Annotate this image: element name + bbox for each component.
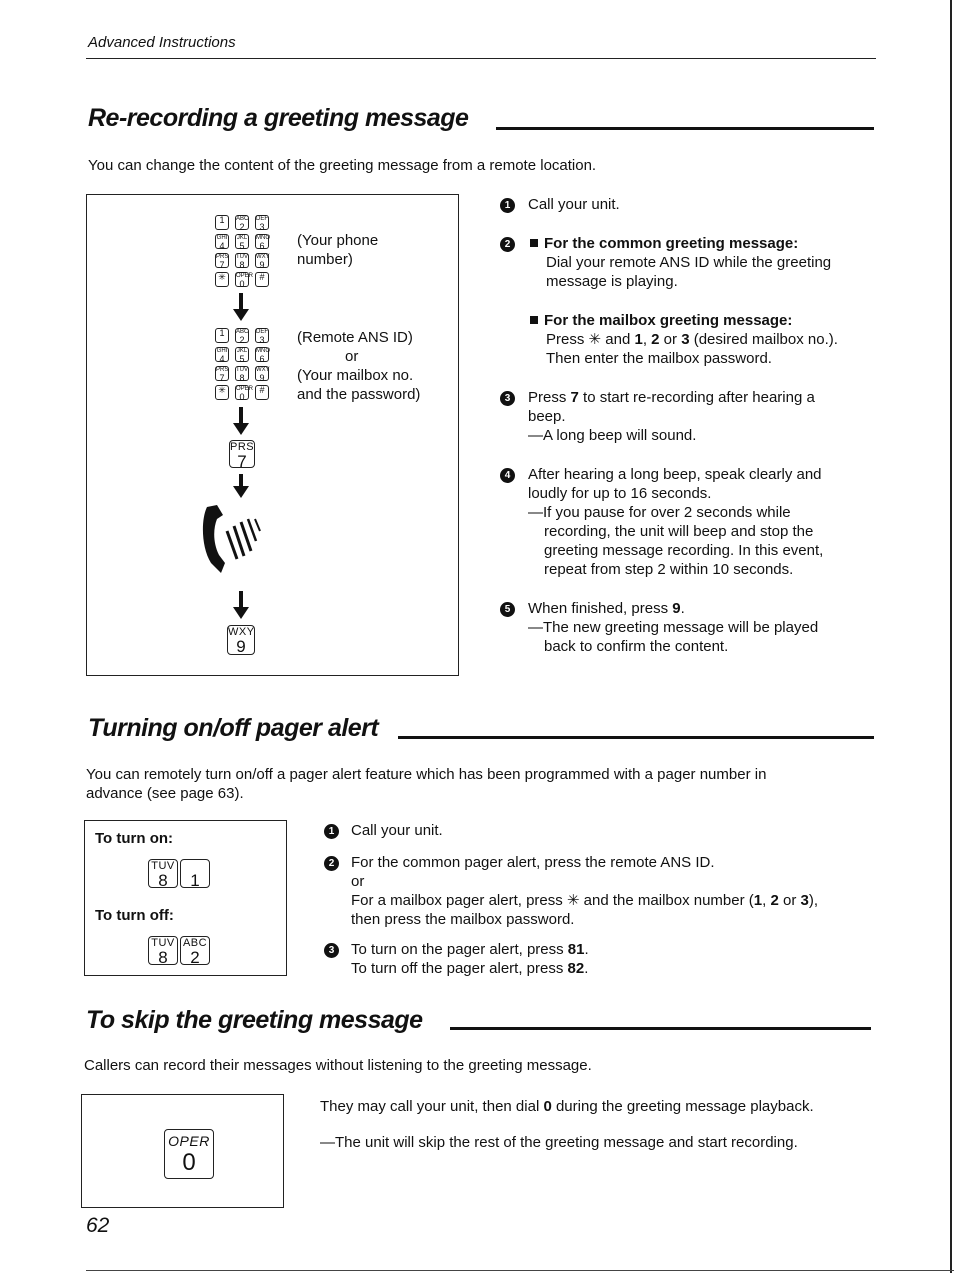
step-2-mailbox-line: Then enter the mailbox password.	[546, 350, 772, 367]
step-5-line: —The new greeting message will be played	[528, 619, 819, 636]
label-your-mailbox: (Your mailbox no.	[297, 367, 414, 384]
key-hash: #	[255, 385, 269, 400]
key-2-large: ABC 2	[180, 936, 210, 965]
skip-line-1: They may call your unit, then dial 0 during the greeting message playback.	[320, 1098, 814, 1115]
section-heading-rerecording: Re-recording a greeting message	[88, 104, 469, 132]
footer-rule	[86, 1270, 954, 1271]
section-intro: You can change the content of the greeting message from a remote location.	[88, 157, 597, 174]
speaking-handset-icon	[197, 501, 277, 581]
step-1-text: Call your unit.	[528, 196, 620, 213]
pager-step-1: Call your unit.	[351, 822, 443, 839]
section-intro: Callers can record their messages without listening to the greeting message.	[84, 1057, 592, 1074]
step-2-common-line: Dial your remote ANS ID while the greeting	[546, 254, 832, 271]
pager-step-2-line: or	[351, 873, 365, 890]
key-8-large: TUV 8	[148, 859, 178, 888]
key-hash: #	[255, 272, 269, 287]
section-intro: advance (see page 63).	[86, 785, 244, 802]
step-4-line: repeat from step 2 within 10 seconds.	[544, 561, 794, 578]
key-1: 1	[215, 215, 229, 230]
star-key-icon: ✳	[566, 892, 580, 909]
label-password: and the password)	[297, 386, 421, 403]
heading-rule	[496, 127, 874, 130]
key-3: DEF 3	[256, 216, 268, 232]
to-turn-off-label: To turn off:	[95, 907, 174, 924]
running-title: Advanced Instructions	[88, 34, 236, 51]
pager-step-3-line: To turn on the pager alert, press 81.	[351, 941, 589, 958]
down-arrow-icon	[231, 407, 251, 435]
label-your-phone-2: number)	[297, 251, 353, 268]
bullet-square-icon	[530, 316, 538, 324]
step-3-line: —A long beep will sound.	[528, 427, 697, 444]
down-arrow-icon	[231, 591, 251, 619]
key-0-large: OPER 0	[164, 1129, 214, 1179]
to-turn-on-label: To turn on:	[95, 830, 174, 847]
step-2-common-line: message is playing.	[546, 273, 678, 290]
key-8-large: TUV 8	[148, 936, 178, 965]
step-number-1: 1	[500, 198, 515, 213]
step-number-3: 3	[500, 391, 515, 406]
step-4-line: After hearing a long beep, speak clearly and	[528, 466, 822, 483]
step-4-line: —If you pause for over 2 seconds while	[528, 504, 791, 521]
down-arrow-icon	[231, 293, 251, 321]
skip-line-2: —The unit will skip the rest of the greeting message and start recording.	[320, 1134, 798, 1151]
section-heading-skip-greeting: To skip the greeting message	[86, 1006, 423, 1034]
key-6: MNO 6	[256, 235, 270, 251]
key-2: ABC 2	[236, 329, 249, 345]
step-4-line: greeting message recording. In this event,	[544, 542, 824, 559]
step-5-line: When finished, press 9.	[528, 600, 685, 617]
key-7-large: PRS 7	[230, 441, 255, 471]
step-3-line: beep.	[528, 408, 566, 425]
step-number-2: 2	[500, 237, 515, 252]
step-4-line: loudly for up to 16 seconds.	[528, 485, 712, 502]
key-6: MNO 6	[256, 348, 270, 364]
section-intro: You can remotely turn on/off a pager alert feature which has been programmed with a pager number in	[86, 766, 767, 783]
key-9: WXY 9	[256, 367, 270, 383]
step-2-mailbox-title: For the mailbox greeting message:	[530, 311, 792, 331]
step-4-line: recording, the unit will beep and stop the	[544, 523, 814, 540]
key-1-large: 1	[180, 859, 210, 888]
page-edge	[950, 0, 952, 1273]
pager-step-2-line: then press the mailbox password.	[351, 911, 575, 928]
header-rule	[86, 58, 876, 59]
key-8: TUV 8	[236, 367, 248, 383]
key-0: OPER 0	[236, 273, 254, 289]
key-star: ✳	[215, 385, 229, 400]
key-0: OPER 0	[236, 386, 254, 402]
key-4: GHI 4	[216, 348, 228, 364]
pager-keys-box	[84, 820, 287, 976]
key-star: ✳	[215, 272, 229, 287]
key-5: JKL 5	[236, 348, 248, 364]
key-8: TUV 8	[236, 254, 248, 270]
key-5: JKL 5	[236, 235, 248, 251]
pager-step-2-line: For a mailbox pager alert, press ✳ and the mailbox number (1, 2 or 3),	[351, 892, 819, 909]
step-number-4: 4	[500, 468, 515, 483]
key-7: PRS 7	[216, 254, 229, 270]
star-key-icon: ✳	[588, 331, 602, 348]
pager-step-2-line: For the common pager alert, press the remote ANS ID.	[351, 854, 715, 871]
step-5-line: back to confirm the content.	[544, 638, 729, 655]
skip-key-box	[81, 1094, 284, 1208]
key-1: 1	[215, 328, 229, 343]
heading-rule	[450, 1027, 871, 1030]
keypad-diagram-box	[86, 194, 459, 676]
label-remote-ans-id: (Remote ANS ID)	[297, 329, 413, 346]
step-3-line: Press 7 to start re-recording after hearing a	[528, 389, 815, 406]
step-2-common-title: For the common greeting message:	[530, 234, 798, 254]
step-number-3: 3	[324, 943, 339, 958]
key-9: WXY 9	[256, 254, 270, 270]
step-number-2: 2	[324, 856, 339, 871]
page-number: 62	[86, 1214, 110, 1237]
key-3: DEF 3	[256, 329, 268, 345]
key-7: PRS 7	[216, 367, 229, 383]
down-arrow-icon	[231, 474, 251, 498]
key-2: ABC 2	[236, 216, 249, 232]
heading-rule	[398, 736, 874, 739]
step-number-5: 5	[500, 602, 515, 617]
label-or: or	[345, 348, 359, 365]
step-2-mailbox-line: Press ✳ and 1, 2 or 3 (desired mailbox no.).	[546, 331, 838, 348]
key-4: GHI 4	[216, 235, 228, 251]
label-your-phone-1: (Your phone	[297, 232, 379, 249]
section-heading-pager-alert: Turning on/off pager alert	[88, 714, 379, 742]
pager-step-3-line: To turn off the pager alert, press 82.	[351, 960, 589, 977]
step-number-1: 1	[324, 824, 339, 839]
key-9-large: WXY 9	[228, 626, 255, 656]
bullet-square-icon	[530, 239, 538, 247]
